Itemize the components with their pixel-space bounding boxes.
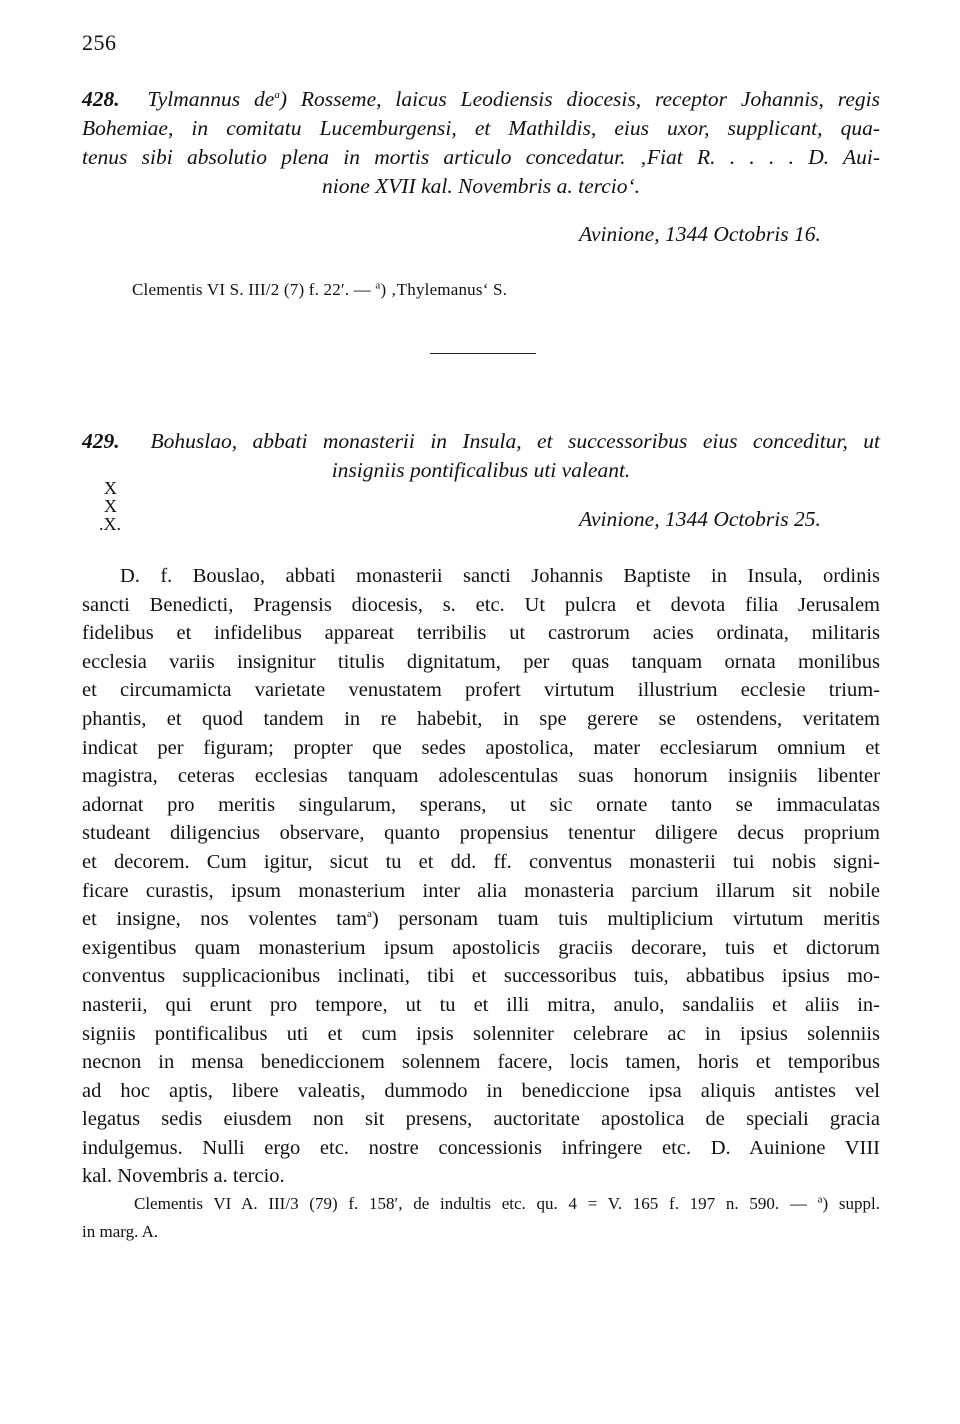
entry-429-line-2: insigniis pontificalibus uti valeant. bbox=[331, 458, 631, 482]
entry-429-line-1: 429. Bohuslao, abbati monasterii in Insula, et successoribus eius conceditur, ut bbox=[82, 429, 880, 453]
source-line-1: Clementis VI A. III/3 (79) f. 158′, de indultis etc. qu. 4 = V. 165 f. 197 n. 590. — $^a$) suppl. bbox=[134, 1193, 880, 1213]
body-line: signiis pontificalibus uti et cum ipsis solenniter celebrare ac in ipsius solenniis bbox=[82, 1022, 880, 1045]
body-line: indulgemus. Nulli ergo etc. nostre concessionis infringere etc. D. Auinione VIII bbox=[82, 1136, 880, 1159]
body-line: exigentibus quam monasterium ipsum apostolicis graciis decorare, tuis et dictorum bbox=[82, 936, 880, 959]
body-line: adornat pro meritis singularum, sperans, ut sic ornate tanto se immaculatas bbox=[82, 793, 880, 816]
entry-428-line-4: nione XVII kal. Novembris a. tercio‘. bbox=[321, 174, 641, 198]
page-number: 256 bbox=[82, 30, 117, 55]
body-line: et insigne, nos volentes tam$^a$) personam tuam tuis multiplicium virtutum meritis bbox=[82, 908, 881, 931]
body-line: magistra, ceteras ecclesias tanquam adolescentulas suas honorum insigniis libenter bbox=[82, 765, 880, 788]
footnote-marker: a bbox=[375, 279, 381, 292]
body-line: nasterii, qui erunt pro tempore, ut tu et illi mitra, anulo, sandaliis et aliis in- bbox=[82, 993, 880, 1016]
entry-428-line-2: Bohemiae, in comitatu Lucemburgensi, et Mathildis, eius uxor, supplicant, qua- bbox=[82, 116, 880, 140]
entry-428-date: Avinione, 1344 Octobris 16. bbox=[579, 222, 821, 246]
body-line: et circumamicta varietate venustatem profert virtutum illustrium ecclesie trium- bbox=[82, 679, 880, 702]
body-line: kal. Novembris a. tercio. bbox=[82, 1165, 285, 1188]
entry-428-source: Clementis VI S. III/2 (7) f. 22′. — $^a$) ‚Thylemanus‘ S. bbox=[132, 279, 508, 299]
body-line: indicat per figuram; propter que sedes apostolica, mater ecclesiarum omnium et bbox=[82, 736, 880, 759]
entry-429-body bbox=[82, 562, 880, 1191]
body-line: phantis, et quod tandem in re habebit, in spe gerere se ostendens, veritatem bbox=[82, 707, 880, 730]
section-divider bbox=[430, 353, 536, 354]
entry-428-number: 428. bbox=[82, 87, 120, 111]
body-line: ad hoc aptis, libere valeatis, dummodo in benediccione ipsa aliquis antistes vel bbox=[82, 1079, 880, 1102]
body-line: legatus sedis eiusdem non sit presens, auctoritate apostolica de speciali gracia bbox=[82, 1108, 880, 1131]
entry-429-date: Avinione, 1344 Octobris 25. bbox=[579, 507, 821, 531]
margin-mark-1: X bbox=[104, 478, 117, 498]
body-line: fidelibus et infidelibus appareat terribilis ut castrorum acies ordinata, militaris bbox=[82, 622, 880, 645]
body-line: ecclesia variis insignitur titulis dignitatum, per quas tanquam ornata monilibus bbox=[82, 650, 880, 673]
entry-428-line-3: tenus sibi absolutio plena in mortis articulo concedatur. ‚Fiat R. . . . . D. Aui- bbox=[82, 145, 880, 169]
entry-428-line-1: 428. Tylmannus $de^a$) Rosseme, laicus Leodiensis diocesis, receptor Johannis, regis bbox=[82, 87, 880, 111]
body-line: conventus supplicacionibus inclinati, tibi et successoribus tuis, abbatibus ipsius mo- bbox=[82, 965, 880, 988]
body-line: studeant diligencius observare, quanto propensius tenentur diligere decus proprium bbox=[82, 822, 880, 845]
body-line: D. f. Bouslao, abbati monasterii sancti Johannis Baptiste in Insula, ordinis bbox=[120, 565, 880, 587]
entry-429-regest bbox=[82, 427, 880, 485]
margin-mark-2: X bbox=[104, 496, 117, 516]
body-line: et decorem. Cum igitur, sicut tu et dd. ff. conventus monasterii tui nobis signi- bbox=[82, 850, 880, 873]
entry-429-source bbox=[82, 1190, 880, 1246]
body-line: ficare curastis, ipsum monasterium inter alia monasteria parcium illarum sit nobile bbox=[82, 879, 880, 902]
body-line: necnon in mensa benediccionem solennem facere, locis tamen, horis et temporibus bbox=[82, 1051, 880, 1074]
footnote-marker: a bbox=[367, 908, 372, 921]
source-line-2: in marg. A. bbox=[82, 1222, 159, 1241]
entry-428-regest bbox=[82, 85, 880, 201]
footnote-marker: a bbox=[274, 88, 280, 101]
entry-429-number: 429. bbox=[82, 429, 120, 453]
body-line: sancti Benedicti, Pragensis diocesis, s. etc. Ut pulcra et devota filia Jerusalem bbox=[82, 593, 880, 616]
footnote-marker: a bbox=[817, 1193, 823, 1206]
margin-mark-3: .X. bbox=[99, 514, 121, 534]
